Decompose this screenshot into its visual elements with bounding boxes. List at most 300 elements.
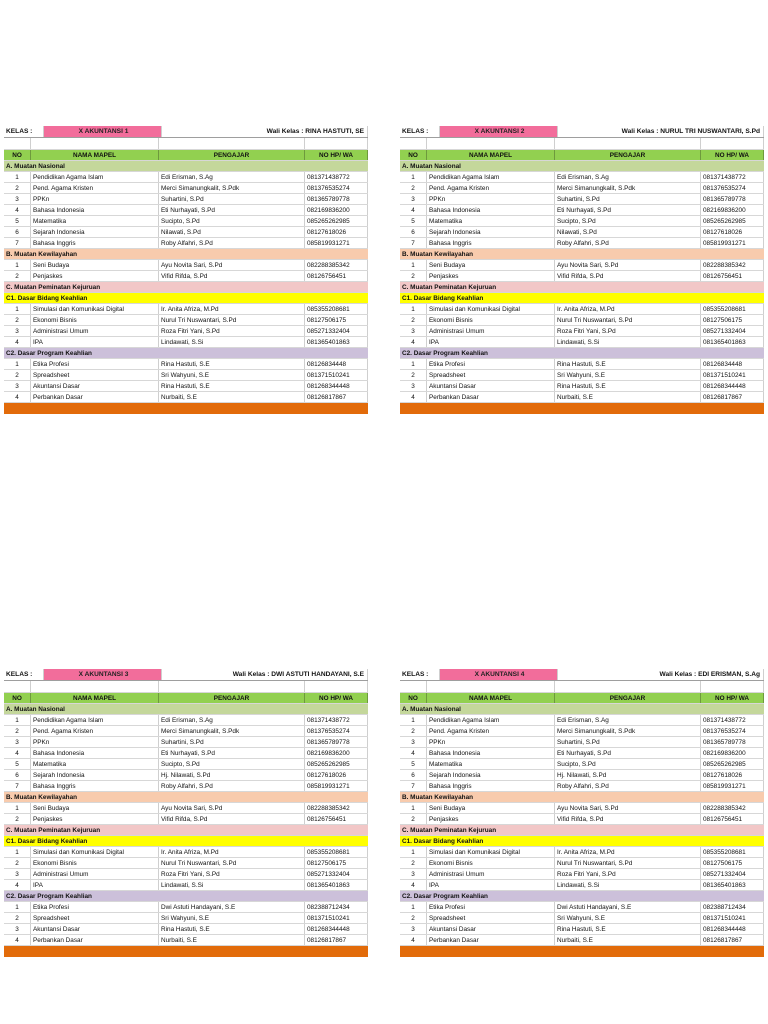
row-mapel[interactable]: Sejarah Indonesia <box>427 227 555 237</box>
row-no[interactable]: 6 <box>4 227 31 237</box>
row-hp[interactable]: 082169836200 <box>305 205 368 215</box>
row-pengajar[interactable]: Rina Hastuti, S.E <box>555 359 701 369</box>
row-hp[interactable]: 08126817867 <box>305 935 368 945</box>
table-row[interactable] <box>400 183 764 194</box>
row-no[interactable]: 1 <box>400 803 427 813</box>
table-row[interactable] <box>400 381 764 392</box>
row-no[interactable]: 1 <box>4 359 31 369</box>
row-no[interactable]: 5 <box>400 759 427 769</box>
row-hp[interactable]: 08126817867 <box>701 935 764 945</box>
row-no[interactable]: 2 <box>400 315 427 325</box>
row-mapel[interactable]: Seni Budaya <box>427 803 555 813</box>
table-row[interactable] <box>4 238 368 249</box>
row-mapel[interactable]: Administrasi Umum <box>427 326 555 336</box>
row-mapel[interactable]: Spreadsheet <box>31 370 159 380</box>
row-no[interactable]: 5 <box>4 216 31 226</box>
row-hp[interactable]: 08127506175 <box>701 315 764 325</box>
row-mapel[interactable]: Akuntansi Dasar <box>31 381 159 391</box>
row-mapel[interactable]: IPA <box>31 880 159 890</box>
row-mapel[interactable]: Ekonomi Bisnis <box>427 858 555 868</box>
row-no[interactable]: 2 <box>4 315 31 325</box>
row-pengajar[interactable]: Lindawati, S.Si <box>159 337 305 347</box>
row-hp[interactable]: 081365789778 <box>701 194 764 204</box>
row-hp[interactable]: 081268344448 <box>305 381 368 391</box>
table-row[interactable] <box>400 814 764 825</box>
row-pengajar[interactable]: Vifid Rifda, S.Pd <box>555 271 701 281</box>
table-row[interactable] <box>4 770 368 781</box>
row-no[interactable]: 2 <box>4 183 31 193</box>
table-row[interactable] <box>400 172 764 183</box>
row-mapel[interactable]: Etika Profesi <box>427 902 555 912</box>
row-pengajar[interactable]: Merci Simanungkalit, S.Pdk <box>159 183 305 193</box>
row-hp[interactable]: 08126817867 <box>305 392 368 402</box>
row-no[interactable]: 2 <box>4 370 31 380</box>
row-hp[interactable]: 081376535274 <box>305 183 368 193</box>
table-row[interactable] <box>400 205 764 216</box>
row-hp[interactable]: 085819931271 <box>701 238 764 248</box>
table-row[interactable] <box>4 814 368 825</box>
row-no[interactable]: 2 <box>4 271 31 281</box>
row-mapel[interactable]: Ekonomi Bisnis <box>427 315 555 325</box>
row-mapel[interactable]: Akuntansi Dasar <box>427 924 555 934</box>
row-mapel[interactable]: PPKn <box>427 194 555 204</box>
row-pengajar[interactable]: Nurbaiti, S.E <box>159 935 305 945</box>
row-no[interactable]: 3 <box>4 924 31 934</box>
row-pengajar[interactable]: Roby Alfahri, S.Pd <box>159 238 305 248</box>
table-row[interactable] <box>400 869 764 880</box>
row-hp[interactable]: 082288385342 <box>701 260 764 270</box>
row-pengajar[interactable]: Eti Nurhayati, S.Pd <box>159 205 305 215</box>
row-hp[interactable]: 085265262985 <box>701 216 764 226</box>
row-hp[interactable]: 085355208681 <box>305 304 368 314</box>
row-hp[interactable]: 081365401863 <box>701 880 764 890</box>
row-mapel[interactable]: Seni Budaya <box>427 260 555 270</box>
row-mapel[interactable]: Sejarah Indonesia <box>31 227 159 237</box>
row-mapel[interactable]: Administrasi Umum <box>427 869 555 879</box>
table-row[interactable] <box>4 370 368 381</box>
row-mapel[interactable]: IPA <box>427 337 555 347</box>
row-mapel[interactable]: Pendidikan Agama Islam <box>31 172 159 182</box>
row-hp[interactable]: 08127618026 <box>305 770 368 780</box>
table-row[interactable] <box>400 924 764 935</box>
row-no[interactable]: 3 <box>4 869 31 879</box>
row-hp[interactable]: 085819931271 <box>701 781 764 791</box>
row-no[interactable]: 4 <box>4 392 31 402</box>
row-hp[interactable]: 081365789778 <box>701 737 764 747</box>
table-row[interactable] <box>4 880 368 891</box>
table-row[interactable] <box>400 216 764 227</box>
row-mapel[interactable]: Seni Budaya <box>31 803 159 813</box>
row-mapel[interactable]: Matematika <box>31 216 159 226</box>
row-hp[interactable]: 085819931271 <box>305 238 368 248</box>
table-row[interactable] <box>400 392 764 403</box>
row-no[interactable]: 3 <box>4 326 31 336</box>
row-mapel[interactable]: Pendidikan Agama Islam <box>427 715 555 725</box>
row-hp[interactable]: 085271332404 <box>701 869 764 879</box>
table-row[interactable] <box>400 315 764 326</box>
row-pengajar[interactable]: Ir. Anita Afriza, M.Pd <box>159 847 305 857</box>
row-mapel[interactable]: Sejarah Indonesia <box>427 770 555 780</box>
row-no[interactable]: 4 <box>400 392 427 402</box>
row-pengajar[interactable]: Nilawati, S.Pd <box>159 227 305 237</box>
row-mapel[interactable]: Bahasa Inggris <box>31 781 159 791</box>
row-mapel[interactable]: Pend. Agama Kristen <box>427 726 555 736</box>
row-hp[interactable]: 081376535274 <box>305 726 368 736</box>
row-pengajar[interactable]: Edi Erisman, S.Ag <box>555 715 701 725</box>
row-pengajar[interactable]: Roby Alfahri, S.Pd <box>555 781 701 791</box>
row-no[interactable]: 3 <box>4 737 31 747</box>
row-mapel[interactable]: Administrasi Umum <box>31 326 159 336</box>
row-mapel[interactable]: Administrasi Umum <box>31 869 159 879</box>
row-no[interactable]: 3 <box>4 381 31 391</box>
row-mapel[interactable]: Bahasa Inggris <box>31 238 159 248</box>
row-pengajar[interactable]: Roza Fitri Yani, S.Pd <box>159 869 305 879</box>
table-row[interactable] <box>400 935 764 946</box>
row-hp[interactable]: 081365789778 <box>305 194 368 204</box>
table-row[interactable] <box>4 781 368 792</box>
row-pengajar[interactable]: Rina Hastuti, S.E <box>159 359 305 369</box>
row-pengajar[interactable]: Edi Erisman, S.Ag <box>555 172 701 182</box>
row-mapel[interactable]: Bahasa Indonesia <box>427 748 555 758</box>
row-pengajar[interactable]: Ayu Novita Sari, S.Pd <box>159 260 305 270</box>
row-mapel[interactable]: Perbankan Dasar <box>31 935 159 945</box>
row-mapel[interactable]: Sejarah Indonesia <box>31 770 159 780</box>
table-row[interactable] <box>400 770 764 781</box>
row-pengajar[interactable]: Lindawati, S.Si <box>555 880 701 890</box>
table-row[interactable] <box>4 216 368 227</box>
row-hp[interactable]: 081371510241 <box>701 370 764 380</box>
table-row[interactable] <box>400 715 764 726</box>
row-no[interactable]: 4 <box>400 880 427 890</box>
row-hp[interactable]: 082288385342 <box>305 260 368 270</box>
row-hp[interactable]: 085271332404 <box>305 326 368 336</box>
row-hp[interactable]: 081371438772 <box>701 715 764 725</box>
table-row[interactable] <box>4 337 368 348</box>
table-row[interactable] <box>400 238 764 249</box>
row-no[interactable]: 1 <box>4 715 31 725</box>
row-hp[interactable]: 08126817867 <box>701 392 764 402</box>
row-no[interactable]: 1 <box>4 902 31 912</box>
row-hp[interactable]: 081365401863 <box>305 880 368 890</box>
row-hp[interactable]: 082288385342 <box>305 803 368 813</box>
row-pengajar[interactable]: Suhartini, S.Pd <box>555 194 701 204</box>
kelas-name[interactable]: X AKUNTANSI 1 <box>44 126 162 137</box>
row-no[interactable]: 1 <box>4 260 31 270</box>
row-hp[interactable]: 08126756451 <box>305 271 368 281</box>
row-no[interactable]: 1 <box>400 715 427 725</box>
row-no[interactable]: 7 <box>400 781 427 791</box>
table-row[interactable] <box>4 924 368 935</box>
table-row[interactable] <box>4 803 368 814</box>
row-pengajar[interactable]: Roza Fitri Yani, S.Pd <box>555 869 701 879</box>
row-mapel[interactable]: Simulasi dan Komunikasi Digital <box>427 847 555 857</box>
row-hp[interactable]: 081365401863 <box>701 337 764 347</box>
table-row[interactable] <box>400 902 764 913</box>
row-hp[interactable]: 081365789778 <box>305 737 368 747</box>
row-hp[interactable]: 08126756451 <box>701 814 764 824</box>
row-mapel[interactable]: PPKn <box>31 737 159 747</box>
table-row[interactable] <box>4 194 368 205</box>
table-row[interactable] <box>400 913 764 924</box>
row-no[interactable]: 1 <box>400 172 427 182</box>
row-hp[interactable]: 082169836200 <box>701 748 764 758</box>
table-row[interactable] <box>400 759 764 770</box>
row-pengajar[interactable]: Nurbaiti, S.E <box>555 392 701 402</box>
row-no[interactable]: 5 <box>400 216 427 226</box>
row-mapel[interactable]: Simulasi dan Komunikasi Digital <box>31 847 159 857</box>
row-mapel[interactable]: Simulasi dan Komunikasi Digital <box>427 304 555 314</box>
row-mapel[interactable]: PPKn <box>31 194 159 204</box>
table-row[interactable] <box>4 715 368 726</box>
row-pengajar[interactable]: Eti Nurhayati, S.Pd <box>159 748 305 758</box>
row-hp[interactable]: 081371438772 <box>701 172 764 182</box>
row-hp[interactable]: 08126756451 <box>305 814 368 824</box>
row-mapel[interactable]: Pend. Agama Kristen <box>427 183 555 193</box>
table-row[interactable] <box>4 381 368 392</box>
row-pengajar[interactable]: Ir. Anita Afriza, M.Pd <box>159 304 305 314</box>
row-no[interactable]: 5 <box>4 759 31 769</box>
row-mapel[interactable]: IPA <box>31 337 159 347</box>
row-mapel[interactable]: Bahasa Inggris <box>427 781 555 791</box>
row-hp[interactable]: 081376535274 <box>701 726 764 736</box>
row-mapel[interactable]: Spreadsheet <box>427 370 555 380</box>
table-row[interactable] <box>4 759 368 770</box>
row-pengajar[interactable]: Nurul Tri Nuswantari, S.Pd <box>159 858 305 868</box>
row-hp[interactable]: 085355208681 <box>701 847 764 857</box>
row-no[interactable]: 1 <box>4 847 31 857</box>
row-no[interactable]: 1 <box>400 902 427 912</box>
row-pengajar[interactable]: Vifid Rifda, S.Pd <box>159 814 305 824</box>
row-hp[interactable]: 085265262985 <box>305 759 368 769</box>
row-mapel[interactable]: Pendidikan Agama Islam <box>31 715 159 725</box>
row-no[interactable]: 2 <box>400 726 427 736</box>
row-mapel[interactable]: Penjaskes <box>31 271 159 281</box>
row-no[interactable]: 4 <box>400 748 427 758</box>
table-row[interactable] <box>4 869 368 880</box>
kelas-name[interactable]: X AKUNTANSI 4 <box>440 669 558 680</box>
row-mapel[interactable]: Ekonomi Bisnis <box>31 858 159 868</box>
row-pengajar[interactable]: Sucipto, S.Pd <box>555 216 701 226</box>
table-row[interactable] <box>400 737 764 748</box>
row-pengajar[interactable]: Nurul Tri Nuswantari, S.Pd <box>555 858 701 868</box>
row-no[interactable]: 1 <box>400 304 427 314</box>
row-hp[interactable]: 085265262985 <box>701 759 764 769</box>
row-no[interactable]: 4 <box>400 205 427 215</box>
row-no[interactable]: 4 <box>4 935 31 945</box>
row-pengajar[interactable]: Suhartini, S.Pd <box>159 194 305 204</box>
table-row[interactable] <box>4 748 368 759</box>
table-row[interactable] <box>4 172 368 183</box>
row-hp[interactable]: 081371510241 <box>305 370 368 380</box>
row-no[interactable]: 3 <box>4 194 31 204</box>
row-no[interactable]: 3 <box>400 326 427 336</box>
row-pengajar[interactable]: Vifid Rifda, S.Pd <box>555 814 701 824</box>
row-no[interactable]: 2 <box>4 913 31 923</box>
row-pengajar[interactable]: Hj. Nilawati, S.Pd <box>159 770 305 780</box>
table-row[interactable] <box>4 902 368 913</box>
row-pengajar[interactable]: Eti Nurhayati, S.Pd <box>555 205 701 215</box>
table-row[interactable] <box>4 304 368 315</box>
row-mapel[interactable]: Penjaskes <box>427 814 555 824</box>
row-mapel[interactable]: Matematika <box>427 216 555 226</box>
table-row[interactable] <box>4 326 368 337</box>
row-pengajar[interactable]: Vifid Rifda, S.Pd <box>159 271 305 281</box>
row-no[interactable]: 7 <box>4 781 31 791</box>
row-pengajar[interactable]: Dwi Astuti Handayani, S.E <box>555 902 701 912</box>
row-mapel[interactable]: Spreadsheet <box>31 913 159 923</box>
row-hp[interactable]: 081365401863 <box>305 337 368 347</box>
table-row[interactable] <box>400 326 764 337</box>
row-hp[interactable]: 08126834448 <box>701 359 764 369</box>
row-no[interactable]: 4 <box>400 337 427 347</box>
table-row[interactable] <box>400 726 764 737</box>
row-mapel[interactable]: IPA <box>427 880 555 890</box>
row-no[interactable]: 4 <box>400 935 427 945</box>
row-hp[interactable]: 081371438772 <box>305 172 368 182</box>
table-row[interactable] <box>400 260 764 271</box>
row-no[interactable]: 3 <box>400 194 427 204</box>
table-row[interactable] <box>4 858 368 869</box>
table-row[interactable] <box>400 271 764 282</box>
row-pengajar[interactable]: Edi Erisman, S.Ag <box>159 715 305 725</box>
row-hp[interactable]: 085265262985 <box>305 216 368 226</box>
row-hp[interactable]: 08127506175 <box>701 858 764 868</box>
row-mapel[interactable]: Ekonomi Bisnis <box>31 315 159 325</box>
row-pengajar[interactable]: Sucipto, S.Pd <box>555 759 701 769</box>
row-hp[interactable]: 085355208681 <box>701 304 764 314</box>
row-no[interactable]: 2 <box>400 814 427 824</box>
row-hp[interactable]: 081371510241 <box>701 913 764 923</box>
row-no[interactable]: 3 <box>400 869 427 879</box>
row-no[interactable]: 4 <box>4 880 31 890</box>
row-pengajar[interactable]: Merci Simanungkalit, S.Pdk <box>555 183 701 193</box>
table-row[interactable] <box>400 194 764 205</box>
row-hp[interactable]: 081371510241 <box>305 913 368 923</box>
table-row[interactable] <box>400 847 764 858</box>
table-row[interactable] <box>4 847 368 858</box>
table-row[interactable] <box>4 726 368 737</box>
row-no[interactable]: 6 <box>400 227 427 237</box>
row-pengajar[interactable]: Sri Wahyuni, S.E <box>555 913 701 923</box>
row-mapel[interactable]: Bahasa Inggris <box>427 238 555 248</box>
table-row[interactable] <box>400 359 764 370</box>
row-mapel[interactable]: Pendidikan Agama Islam <box>427 172 555 182</box>
row-pengajar[interactable]: Ayu Novita Sari, S.Pd <box>555 260 701 270</box>
table-row[interactable] <box>400 370 764 381</box>
row-pengajar[interactable]: Sri Wahyuni, S.E <box>555 370 701 380</box>
table-row[interactable] <box>400 337 764 348</box>
row-mapel[interactable]: Etika Profesi <box>31 359 159 369</box>
row-pengajar[interactable]: Sucipto, S.Pd <box>159 759 305 769</box>
row-mapel[interactable]: Etika Profesi <box>427 359 555 369</box>
row-pengajar[interactable]: Lindawati, S.Si <box>159 880 305 890</box>
row-pengajar[interactable]: Lindawati, S.Si <box>555 337 701 347</box>
table-row[interactable] <box>4 913 368 924</box>
row-mapel[interactable]: Akuntansi Dasar <box>427 381 555 391</box>
row-mapel[interactable]: Perbankan Dasar <box>427 935 555 945</box>
row-hp[interactable]: 08126834448 <box>305 359 368 369</box>
table-row[interactable] <box>400 748 764 759</box>
row-pengajar[interactable]: Rina Hastuti, S.E <box>555 924 701 934</box>
row-hp[interactable]: 08127506175 <box>305 858 368 868</box>
row-pengajar[interactable]: Ir. Anita Afriza, M.Pd <box>555 847 701 857</box>
row-no[interactable]: 3 <box>400 737 427 747</box>
table-row[interactable] <box>400 803 764 814</box>
row-no[interactable]: 2 <box>400 913 427 923</box>
row-hp[interactable]: 082388712434 <box>305 902 368 912</box>
row-no[interactable]: 2 <box>4 814 31 824</box>
row-pengajar[interactable]: Ayu Novita Sari, S.Pd <box>555 803 701 813</box>
row-mapel[interactable]: Akuntansi Dasar <box>31 924 159 934</box>
table-row[interactable] <box>4 227 368 238</box>
row-hp[interactable]: 08127618026 <box>701 227 764 237</box>
row-pengajar[interactable]: Nurul Tri Nuswantari, S.Pd <box>159 315 305 325</box>
row-mapel[interactable]: Matematika <box>427 759 555 769</box>
table-row[interactable] <box>400 227 764 238</box>
row-pengajar[interactable]: Sri Wahyuni, S.E <box>159 370 305 380</box>
row-no[interactable]: 2 <box>400 271 427 281</box>
row-pengajar[interactable]: Roby Alfahri, S.Pd <box>159 781 305 791</box>
table-row[interactable] <box>4 935 368 946</box>
row-no[interactable]: 2 <box>4 858 31 868</box>
row-pengajar[interactable]: Rina Hastuti, S.E <box>555 381 701 391</box>
row-hp[interactable]: 081376535274 <box>701 183 764 193</box>
row-pengajar[interactable]: Roza Fitri Yani, S.Pd <box>555 326 701 336</box>
table-row[interactable] <box>400 880 764 891</box>
row-mapel[interactable]: Bahasa Indonesia <box>31 748 159 758</box>
row-mapel[interactable]: Pend. Agama Kristen <box>31 183 159 193</box>
table-row[interactable] <box>400 304 764 315</box>
row-pengajar[interactable]: Rina Hastuti, S.E <box>159 924 305 934</box>
row-no[interactable]: 2 <box>400 858 427 868</box>
row-hp[interactable]: 081268344448 <box>701 924 764 934</box>
kelas-name[interactable]: X AKUNTANSI 3 <box>44 669 162 680</box>
row-hp[interactable]: 085355208681 <box>305 847 368 857</box>
row-pengajar[interactable]: Ir. Anita Afriza, M.Pd <box>555 304 701 314</box>
row-pengajar[interactable]: Hj. Nilawati, S.Pd <box>555 770 701 780</box>
table-row[interactable] <box>4 205 368 216</box>
row-no[interactable]: 1 <box>400 847 427 857</box>
row-mapel[interactable]: Bahasa Indonesia <box>427 205 555 215</box>
row-pengajar[interactable]: Roby Alfahri, S.Pd <box>555 238 701 248</box>
row-mapel[interactable]: Perbankan Dasar <box>31 392 159 402</box>
row-no[interactable]: 1 <box>4 304 31 314</box>
row-no[interactable]: 4 <box>4 337 31 347</box>
row-pengajar[interactable]: Rina Hastuti, S.E <box>159 381 305 391</box>
row-mapel[interactable]: Bahasa Indonesia <box>31 205 159 215</box>
row-no[interactable]: 7 <box>4 238 31 248</box>
row-pengajar[interactable]: Sucipto, S.Pd <box>159 216 305 226</box>
row-hp[interactable]: 085271332404 <box>305 869 368 879</box>
row-mapel[interactable]: Etika Profesi <box>31 902 159 912</box>
row-no[interactable]: 1 <box>4 172 31 182</box>
row-no[interactable]: 4 <box>4 748 31 758</box>
row-pengajar[interactable]: Nurbaiti, S.E <box>159 392 305 402</box>
row-no[interactable]: 3 <box>400 924 427 934</box>
row-mapel[interactable]: Matematika <box>31 759 159 769</box>
row-pengajar[interactable]: Suhartini, S.Pd <box>159 737 305 747</box>
row-hp[interactable]: 08127618026 <box>701 770 764 780</box>
row-no[interactable]: 6 <box>4 770 31 780</box>
row-hp[interactable]: 082288385342 <box>701 803 764 813</box>
row-pengajar[interactable]: Suhartini, S.Pd <box>555 737 701 747</box>
table-row[interactable] <box>4 271 368 282</box>
row-no[interactable]: 1 <box>400 260 427 270</box>
row-pengajar[interactable]: Eti Nurhayati, S.Pd <box>555 748 701 758</box>
table-row[interactable] <box>400 858 764 869</box>
row-pengajar[interactable]: Sri Wahyuni, S.E <box>159 913 305 923</box>
table-row[interactable] <box>4 359 368 370</box>
